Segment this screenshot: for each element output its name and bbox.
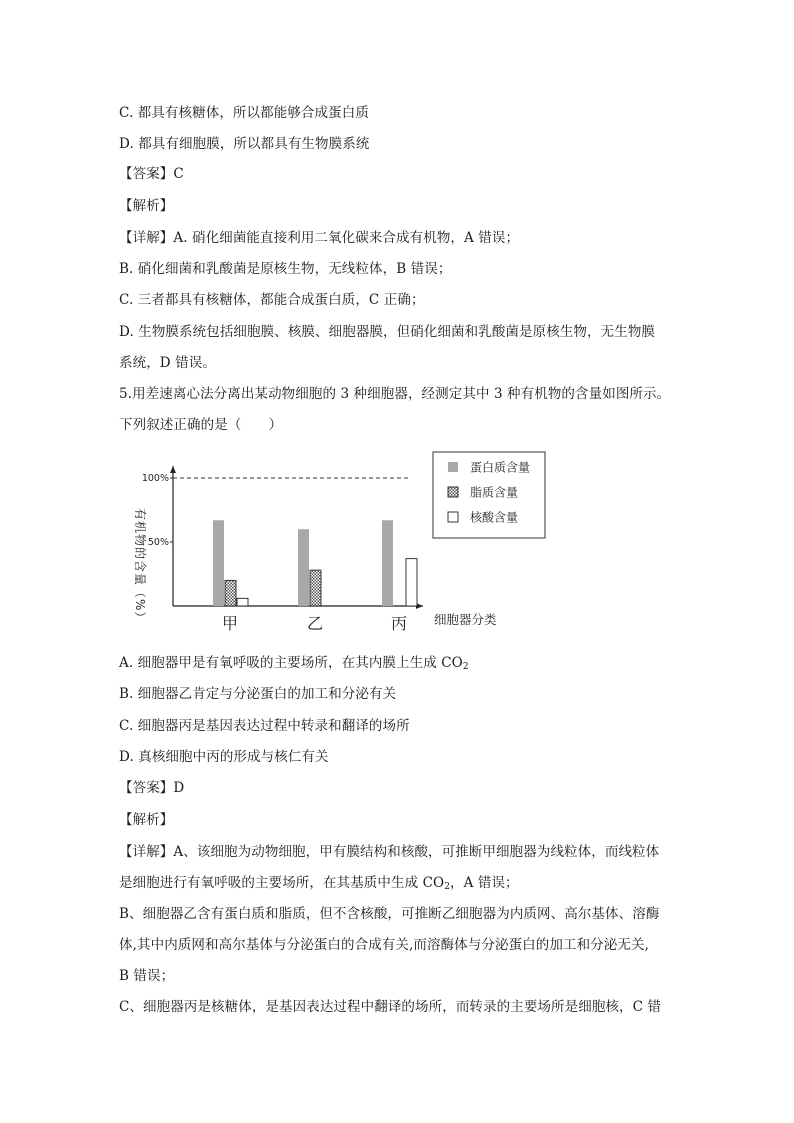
question-5-line-1: 5.用差速离心法分离出某动物细胞的 3 种细胞器，经测定其中 3 种有机物的含量如图所示。: [119, 386, 671, 402]
option-c: C. 细胞器丙是基因表达过程中转录和翻译的场所: [119, 718, 410, 734]
chart-legend: [433, 452, 545, 538]
x-axis-label: 细胞器分类: [434, 612, 497, 627]
option-a-subscript: 2: [462, 662, 469, 672]
detail-line-2-subscript: 2: [444, 882, 451, 892]
category-label: 丙: [390, 614, 408, 633]
answer: 【答案】D: [119, 780, 185, 796]
chart-svg: [118, 446, 558, 636]
legend-item-nucleic-acid-label: 核酸含量: [470, 510, 519, 525]
detail-line-4: 体,其中内质网和高尔基体与分泌蛋白的合成有关,而溶酶体与分泌蛋白的加工和分泌无关,: [119, 937, 649, 953]
lipid-bar: [225, 580, 236, 606]
legend-item-lipid-swatch: [448, 487, 458, 497]
option-a-text: A. 细胞器甲是有氧呼吸的主要场所，在其内膜上生成 CO: [119, 655, 463, 671]
detail-line-2: [119, 874, 519, 892]
chart-axes: [142, 466, 423, 609]
detail-previous-line-5: 系统，D 错误。: [119, 355, 216, 371]
y-axis-arrow: [170, 466, 176, 473]
nucleic-acid-bar: [237, 598, 248, 606]
detail-previous-line-3: C. 三者都具有核糖体，都能合成蛋白质，C 正确；: [119, 292, 425, 308]
category-label: 甲: [221, 614, 239, 633]
nucleic-acid-bar: [406, 559, 417, 606]
option-a: [119, 654, 469, 672]
category-label: 乙: [306, 614, 324, 633]
legend-item-lipid-label: 脂质含量: [470, 485, 519, 500]
chart-marks: [213, 520, 417, 633]
analysis-heading: 【解析】: [119, 812, 174, 828]
protein-bar: [213, 520, 224, 606]
y-tick-label: 50%: [147, 537, 169, 548]
protein-bar: [382, 520, 393, 606]
detail-previous-line-1: 【详解】A. 硝化细菌能直接利用二氧化碳来合成有机物，A 错误；: [119, 230, 520, 246]
option-b: B. 细胞器乙肯定与分泌蛋白的加工和分泌有关: [119, 686, 397, 702]
option-d-previous: D. 都具有细胞膜，所以都具有生物膜系统: [119, 136, 370, 152]
detail-line-2-text: 是细胞进行有氧呼吸的主要场所，在其基质中生成 CO: [119, 875, 445, 891]
detail-line-6: C、细胞器丙是核糖体，是基因表达过程中翻译的场所，而转录的主要场所是细胞核，C 错: [119, 999, 662, 1015]
y-tick-label: 100%: [141, 473, 169, 484]
lipid-bar: [310, 570, 321, 606]
legend-item-protein-label: 蛋白质含量: [470, 460, 531, 475]
detail-line-2-suffix: ，A 错误；: [450, 875, 519, 891]
detail-line-3: B、细胞器乙含有蛋白质和脂质，但不含核酸，可推断乙细胞器为内质网、高尔基体、溶酶: [119, 906, 660, 922]
detail-previous-line-4: D. 生物膜系统包括细胞膜、核膜、细胞器膜，但硝化细菌和乳酸菌是原核生物，无生物膜: [119, 324, 656, 340]
question-5-line-2: 下列叙述正确的是（ ）: [119, 417, 283, 433]
organelle-chart: [118, 446, 558, 640]
legend-item-protein-swatch: [448, 462, 458, 472]
option-c-previous: C. 都具有核糖体，所以都能够合成蛋白质: [119, 105, 369, 121]
legend-item-nucleic-acid-swatch: [448, 512, 458, 522]
answer-previous: 【答案】C: [119, 166, 184, 182]
analysis-heading-previous: 【解析】: [119, 198, 174, 214]
protein-bar: [298, 529, 309, 606]
detail-line-1: 【详解】A、该细胞为动物细胞，甲有膜结构和核酸，可推断甲细胞器为线粒体，而线粒体: [119, 844, 660, 860]
option-d: D. 真核细胞中丙的形成与核仁有关: [119, 749, 329, 765]
detail-previous-line-2: B. 硝化细菌和乳酸菌是原核生物，无线粒体，B 错误；: [119, 261, 452, 277]
detail-line-5: B 错误；: [119, 968, 175, 984]
y-axis-label: 有机物的含量（%）: [133, 508, 147, 625]
